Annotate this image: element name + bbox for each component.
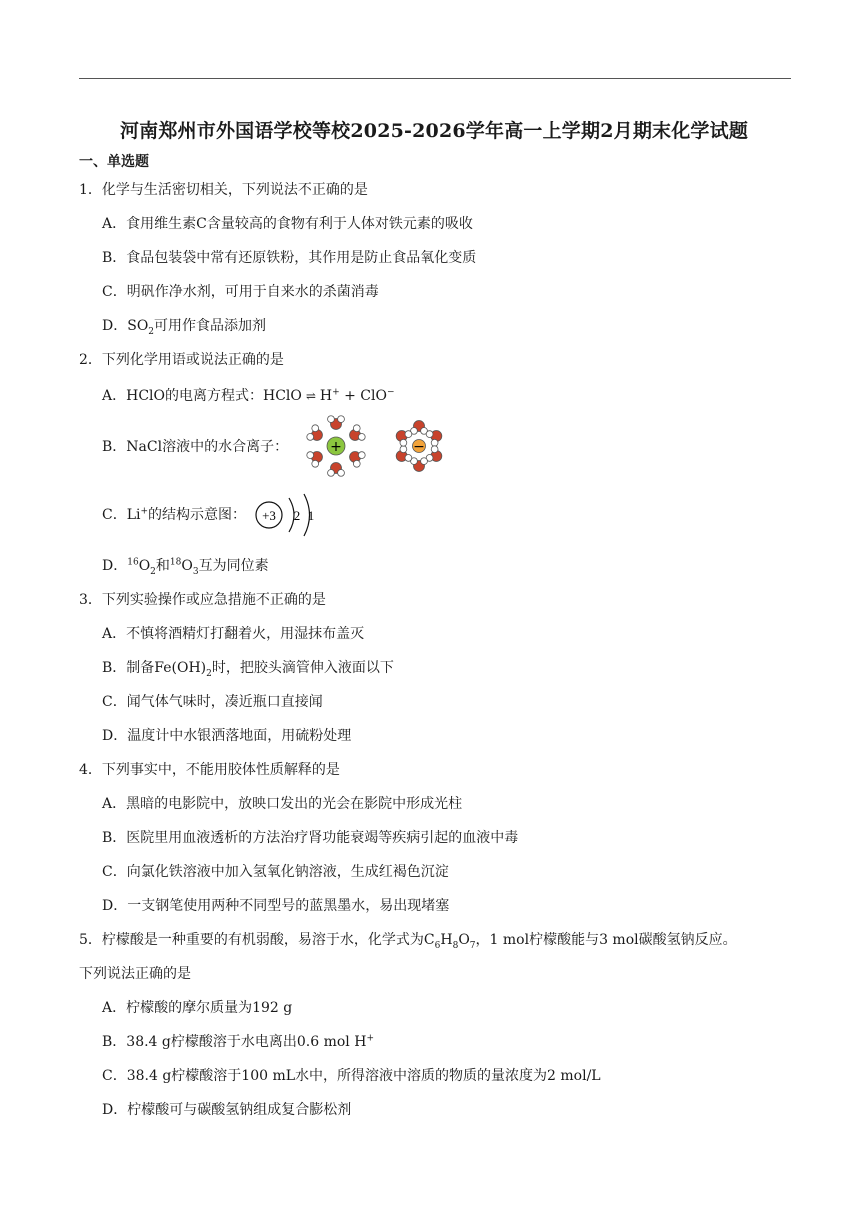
page-title: 河南郑州市外国语学校等校2025-2026学年高一上学期2月期末化学试题 [119, 120, 749, 142]
water-hydrogen-atom [358, 434, 365, 441]
q2-option-b: B．NaCl溶液中的水合离子： [102, 439, 289, 455]
q3-option-d: D．温度计中水银洒落地面，用硫粉处理 [102, 728, 352, 744]
q3-option-a: A．不慎将酒精灯打翻着火，用湿抹布盖灭 [102, 626, 365, 642]
q2-option-a: A．HClO的电离方程式：HClO ⇌ H+ + ClO− [102, 387, 395, 404]
water-hydrogen-atom [338, 416, 345, 423]
q2-stem: 2．下列化学用语或说法正确的是 [79, 352, 284, 368]
li-ion-structure-diagram [252, 492, 322, 540]
header-rule [79, 78, 791, 79]
q1-option-b: B．食品包装袋中常有还原铁粉，其作用是防止食品氧化变质 [102, 250, 477, 266]
q5-stem-line2: 下列说法正确的是 [79, 966, 191, 982]
water-hydrogen-atom [431, 446, 438, 453]
water-hydrogen-atom [307, 434, 314, 441]
water-hydrogen-atom [353, 425, 360, 432]
hydrated-ions-figure [298, 412, 458, 480]
q1-option-c: C．明矾作净水剂，可用于自来水的杀菌消毒 [102, 284, 379, 300]
q5-option-b: B．38.4 g柠檬酸溶于水电离出0.6 mol H+ [102, 1033, 374, 1050]
water-hydrogen-atom [328, 469, 335, 476]
q4-option-a: A．黑暗的电影院中，放映口发出的光会在影院中形成光柱 [102, 796, 463, 812]
q4-option-c: C．向氯化铁溶液中加入氢氧化钠溶液，生成红褐色沉淀 [102, 864, 449, 880]
ion-charge-sign: + [330, 439, 342, 455]
q3-option-b: B．制备$Fe(OH)_2$时，把胶头滴管伸入液面以下 [102, 660, 394, 679]
water-hydrogen-atom [358, 452, 365, 459]
shell-1-count: 2 [293, 508, 301, 523]
q3-stem: 3．下列实验操作或应急措施不正确的是 [79, 592, 326, 608]
shell-2-count: 1 [307, 508, 315, 523]
q1-option-a: A．食用维生素C含量较高的食物有利于人体对铁元素的吸收 [102, 216, 473, 232]
q2-option-d: D．$^{16}O_2$和$^{18}O_3$互为同位素 [102, 557, 269, 577]
q4-stem: 4．下列事实中，不能用胶体性质解释的是 [79, 762, 340, 778]
water-hydrogen-atom [405, 455, 412, 462]
q4-option-d: D．一支钢笔使用两种不同型号的蓝黑墨水，易出现堵塞 [102, 898, 450, 914]
q5-option-a: A．柠檬酸的摩尔质量为192 g [102, 1000, 293, 1016]
hydrated-cation [307, 416, 365, 477]
water-hydrogen-atom [312, 425, 319, 432]
q1-stem: 1．化学与生活密切相关，下列说法不正确的是 [79, 182, 368, 198]
water-hydrogen-atom [353, 460, 360, 467]
nucleus-charge: +3 [262, 508, 276, 523]
q2-option-c: C．Li+的结构示意图： [102, 506, 247, 523]
q5-option-d: D．柠檬酸可与碳酸氢钠组成复合膨松剂 [102, 1102, 352, 1118]
water-hydrogen-atom [400, 439, 407, 446]
section-heading: 一、单选题 [79, 154, 149, 170]
water-hydrogen-atom [405, 431, 412, 438]
q3-option-c: C．闻气体气味时，凑近瓶口直接闻 [102, 694, 323, 710]
water-hydrogen-atom [426, 431, 433, 438]
q5-stem: 5．柠檬酸是一种重要的有机弱酸，易溶于水，化学式为$C_6H_8O_7$，1 mol柠檬酸能与3 mol碳酸氢钠反应。 [79, 932, 737, 951]
water-hydrogen-atom [431, 439, 438, 446]
water-hydrogen-atom [421, 458, 428, 465]
water-hydrogen-atom [312, 460, 319, 467]
water-hydrogen-atom [328, 416, 335, 423]
hydrated-anion [396, 421, 442, 472]
q1-option-d: D．$SO_2$可用作食品添加剂 [102, 318, 267, 337]
water-hydrogen-atom [400, 446, 407, 453]
water-hydrogen-atom [338, 469, 345, 476]
q4-option-b: B．医院里用血液透析的方法治疗肾功能衰竭等疾病引起的血液中毒 [102, 830, 519, 846]
q5-option-c: C．38.4 g柠檬酸溶于100 mL水中，所得溶液中溶质的物质的量浓度为2 mol/L [102, 1068, 601, 1084]
water-hydrogen-atom [307, 452, 314, 459]
ion-charge-sign: − [413, 439, 425, 455]
